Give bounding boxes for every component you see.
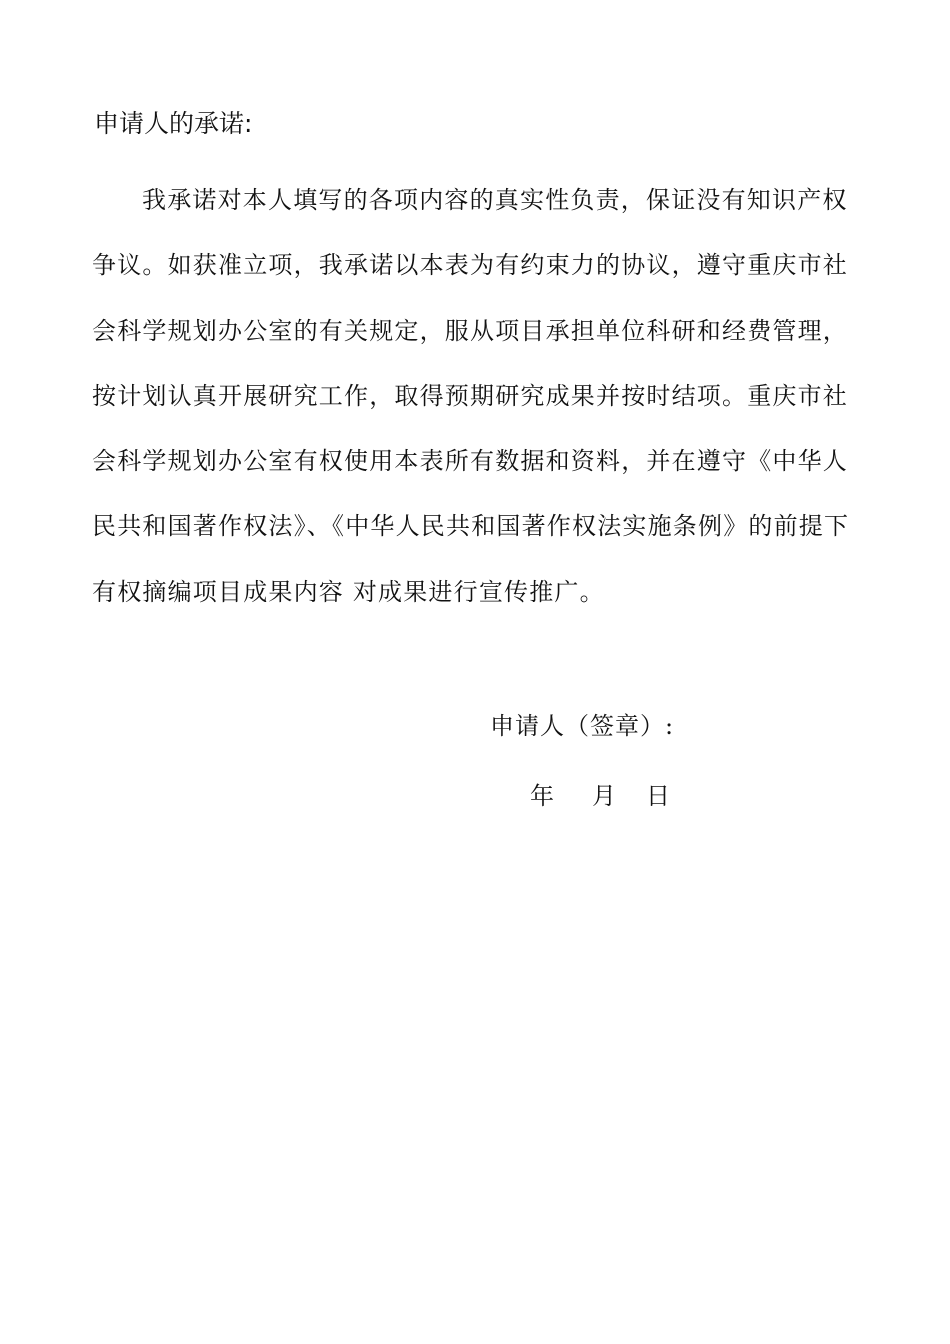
- text-line: 会科学规划办公室有权使用本表所有数据和资料，并在遵守《中华人: [92, 447, 848, 476]
- date-year: 年: [530, 782, 554, 810]
- signature-label: 申请人（签章）:: [490, 712, 675, 740]
- text-line: 我承诺对本人填写的各项内容的真实性负责，保证没有知识产权: [142, 186, 848, 214]
- commitment-text: [92, 180, 872, 637]
- date-day: 日: [646, 782, 670, 810]
- text-line: 民共和国著作权法》、《中华人民共和国著作权法实施条例》的前提下: [92, 512, 850, 541]
- text-line: 按计划认真开展研究工作，取得预期研究成果并按时结项。重庆市社: [92, 381, 848, 410]
- text-line: 有权摘编项目成果内容 对成果进行宣传推广。: [92, 577, 605, 606]
- text-line: 争议。如获准立项，我承诺以本表为有约束力的协议，遵守重庆市社: [92, 251, 848, 280]
- text-line: 会科学规划办公室的有关规定，服从项目承担单位科研和经费管理，: [92, 316, 848, 345]
- date-month: 月: [592, 782, 616, 810]
- date-line: [530, 776, 670, 816]
- page-title: 申请人的承诺:: [94, 109, 253, 138]
